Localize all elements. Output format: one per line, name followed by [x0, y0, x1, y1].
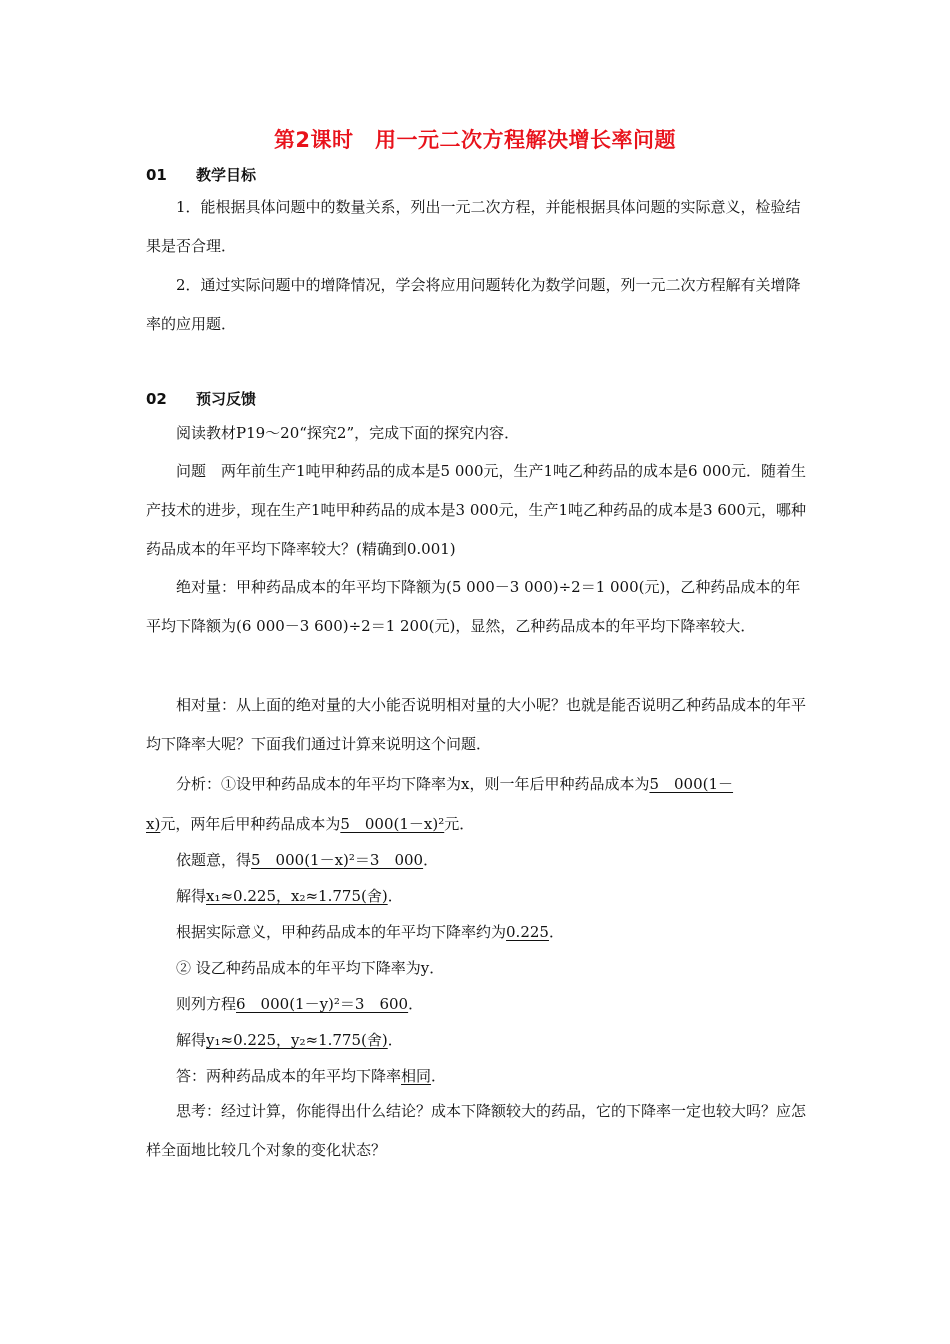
section-label: 预习反馈: [196, 390, 257, 408]
analysis-line-5: [176, 922, 564, 942]
section-heading-preview: [146, 388, 256, 409]
answer-blank: 相同: [401, 1067, 432, 1085]
analysis-text: 元．: [444, 815, 475, 833]
analysis-line-4: [176, 886, 403, 906]
analysis-text: 根据实际意义，甲种药品成本的年平均下降率约为: [176, 923, 507, 941]
section-label: 教学目标: [196, 166, 257, 184]
answer-blank: 5 000(1－x)²: [340, 815, 445, 833]
analysis-text: 解得: [176, 1031, 207, 1049]
think-paragraph: 思考：经过计算，你能得出什么结论？成本下降额较大的药品，它的下降率一定也较大吗？应怎样全面地比较几个对象的变化状态？: [146, 1102, 807, 1159]
analysis-text: ．: [423, 851, 439, 869]
analysis-text: ．: [387, 887, 403, 905]
answer-blank: x): [146, 815, 161, 833]
page-title: 第2课时 用一元二次方程解决增长率问题: [273, 128, 677, 152]
objective-1: 1．能根据具体问题中的数量关系，列出一元二次方程，并能根据具体问题的实际意义，检验结果是否合理．: [146, 198, 801, 255]
analysis-line-2: [146, 814, 474, 834]
answer-blank: x₁≈0.225，x₂≈1.775(舍): [206, 887, 388, 905]
analysis-text: 答：两种药品成本的年平均下降率: [176, 1067, 402, 1085]
analysis-text: ．: [548, 923, 564, 941]
answer-blank: 5 000(1－x)²＝3 000: [251, 851, 424, 869]
absolute-amount-paragraph: 绝对量：甲种药品成本的年平均下降额为(5 000－3 000)÷2＝1 000(元)，乙种药品成本的年平均下降额为(6 000－3 600)÷2＝1 200(元)，显然，乙种药品成本的年平均下降率较大．: [146, 578, 801, 635]
analysis-text: ．: [431, 1067, 447, 1085]
analysis-line-6: ② 设乙种药品成本的年平均下降率为y．: [176, 959, 445, 977]
analysis-line-9: [176, 1066, 446, 1086]
answer-blank: 5 000(1－: [649, 775, 734, 793]
problem-statement: 问题 两年前生产1吨甲种药品的成本是5 000元，生产1吨乙种药品的成本是6 000元．随着生产技术的进步，现在生产1吨甲种药品的成本是3 000元，生产1吨乙种药品的成本是3 600元，哪种药品成本的年平均下降率较大？(精确到0.001): [146, 462, 806, 558]
preview-intro: 阅读教材P19～20“探究2”，完成下面的探究内容．: [176, 424, 520, 442]
analysis-line-8: [176, 1030, 403, 1050]
analysis-text: 分析：①设甲种药品成本的年平均下降率为x，则一年后甲种药品成本为: [176, 775, 650, 793]
analysis-text: ．: [387, 1031, 403, 1049]
analysis-line-7: [176, 994, 423, 1014]
section-heading-objectives: [146, 164, 256, 185]
analysis-text: 解得: [176, 887, 207, 905]
objective-2: 2．通过实际问题中的增降情况，学会将应用问题转化为数学问题，列一元二次方程解有关增降率的应用题．: [146, 276, 801, 333]
analysis-text: 依题意，得: [176, 851, 252, 869]
analysis-line-3: [176, 850, 438, 870]
answer-blank: y₁≈0.225，y₂≈1.775(舍): [206, 1031, 388, 1049]
section-number: 01: [146, 166, 167, 184]
answer-blank: 6 000(1－y)²＝3 600: [236, 995, 409, 1013]
analysis-text: 则列方程: [176, 995, 237, 1013]
answer-blank: 0.225: [506, 923, 549, 941]
section-number: 02: [146, 390, 167, 408]
analysis-text: ．: [408, 995, 424, 1013]
analysis-line-1: [176, 774, 733, 794]
analysis-text: 元，两年后甲种药品成本为: [160, 815, 341, 833]
relative-amount-paragraph: 相对量：从上面的绝对量的大小能否说明相对量的大小呢？也就是能否说明乙种药品成本的年平均下降率大呢？下面我们通过计算来说明这个问题．: [146, 696, 807, 753]
